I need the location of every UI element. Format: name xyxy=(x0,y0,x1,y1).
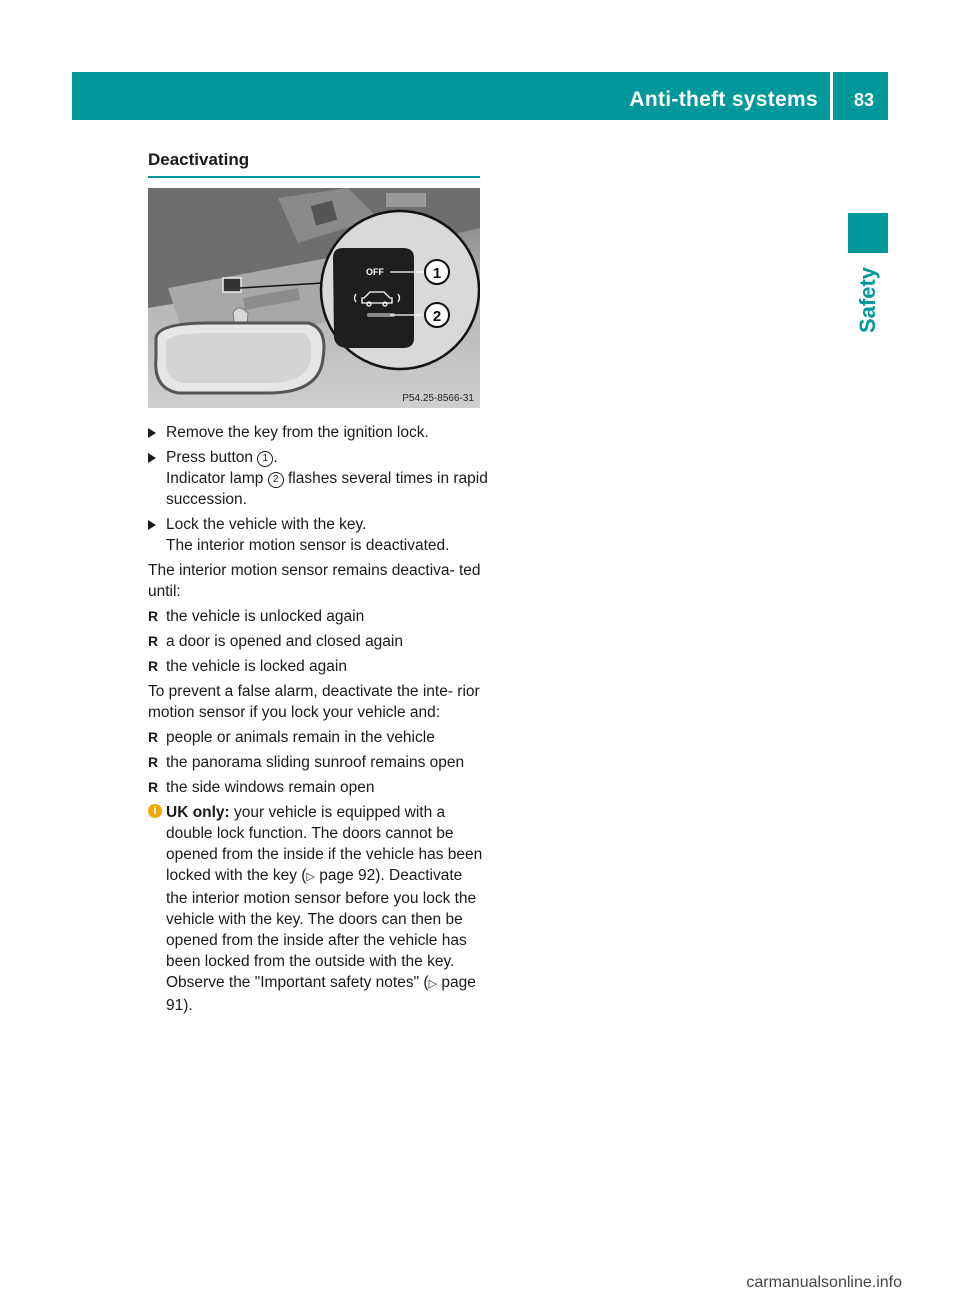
info-text: ). xyxy=(183,997,193,1014)
figure-overhead-control-panel xyxy=(148,188,480,408)
info-icon: i xyxy=(148,804,162,818)
page-ref-arrow-icon: ▷ xyxy=(306,871,315,883)
info-text: your vehicle is equipped with a double lock function. The doors cannot be opened from the inside if the vehicle has been locked with the key ( xyxy=(166,804,483,884)
figure-off-label: OFF xyxy=(366,267,384,277)
step-arrow-icon xyxy=(148,520,156,530)
step-result-text: flashes several times in rapid succession. xyxy=(166,470,488,508)
step-text: Press button xyxy=(166,449,258,466)
instruction-text xyxy=(148,422,488,1016)
list-item xyxy=(148,656,488,677)
bullet-icon: R xyxy=(148,608,159,624)
list-item-text: the side windows remain open xyxy=(166,779,375,796)
callout-ref: 2 xyxy=(268,472,284,488)
list-item-text: a door is opened and closed again xyxy=(166,633,403,650)
step-item xyxy=(148,422,488,443)
bullet-icon: R xyxy=(148,633,159,649)
step-text: . xyxy=(273,449,278,466)
page-reference-link[interactable]: page 92 xyxy=(319,867,376,884)
callout-1-number: 1 xyxy=(432,265,442,282)
callout-2-number: 2 xyxy=(432,308,442,325)
list-item xyxy=(148,752,488,773)
step-result-text: The interior motion sensor is deactivated. xyxy=(166,537,450,554)
step-text: Lock the vehicle with the key. xyxy=(166,516,367,533)
figure-code: P54.25-8566-31 xyxy=(402,393,474,404)
list-item-text: the vehicle is unlocked again xyxy=(166,608,365,625)
list-item xyxy=(148,606,488,627)
header-separator xyxy=(830,72,833,120)
step-text: Remove the key from the ignition lock. xyxy=(166,424,429,441)
list-item-text: the panorama sliding sunroof remains open xyxy=(166,754,465,771)
figure-illustration xyxy=(148,188,480,408)
page-reference-link[interactable]: page 91 xyxy=(166,974,476,1014)
list-item-text: people or animals remain in the vehicle xyxy=(166,729,435,746)
info-lead: UK only: xyxy=(166,804,230,821)
step-item xyxy=(148,447,488,510)
list-item xyxy=(148,727,488,748)
list-item-text: the vehicle is locked again xyxy=(166,658,347,675)
bullet-icon: R xyxy=(148,658,159,674)
list-item xyxy=(148,777,488,798)
page-number: 83 xyxy=(853,90,874,110)
info-note xyxy=(148,802,488,1016)
step-arrow-icon xyxy=(148,428,156,438)
page-ref-arrow-icon: ▷ xyxy=(428,978,438,990)
section-heading: Deactivating xyxy=(148,150,480,178)
bullet-icon: R xyxy=(148,779,159,795)
watermark: carmanualsonline.info xyxy=(746,1274,902,1291)
chapter-header-bar xyxy=(72,72,888,120)
bullet-icon: R xyxy=(148,729,159,745)
paragraph: The interior motion sensor remains deactiva- ted until: xyxy=(148,562,481,600)
paragraph: To prevent a false alarm, deactivate the inte- rior motion sensor if you lock your vehicle and: xyxy=(148,683,480,721)
step-result-text: Indicator lamp xyxy=(166,470,268,487)
callout-ref: 1 xyxy=(257,451,273,467)
bullet-icon: R xyxy=(148,754,159,770)
info-text: ). Deactivate the interior motion sensor before you lock the vehicle with the key. The doors can then be opened from the inside after the vehicle has been locked from the outside with the key. Observe the "Important safety notes" ( xyxy=(166,867,477,991)
section-tab-label: Safety xyxy=(855,266,880,334)
step-arrow-icon xyxy=(148,453,156,463)
section-tab-block xyxy=(848,213,888,253)
chapter-title: Anti-theft systems xyxy=(629,88,818,111)
list-item xyxy=(148,631,488,652)
step-item xyxy=(148,514,488,556)
